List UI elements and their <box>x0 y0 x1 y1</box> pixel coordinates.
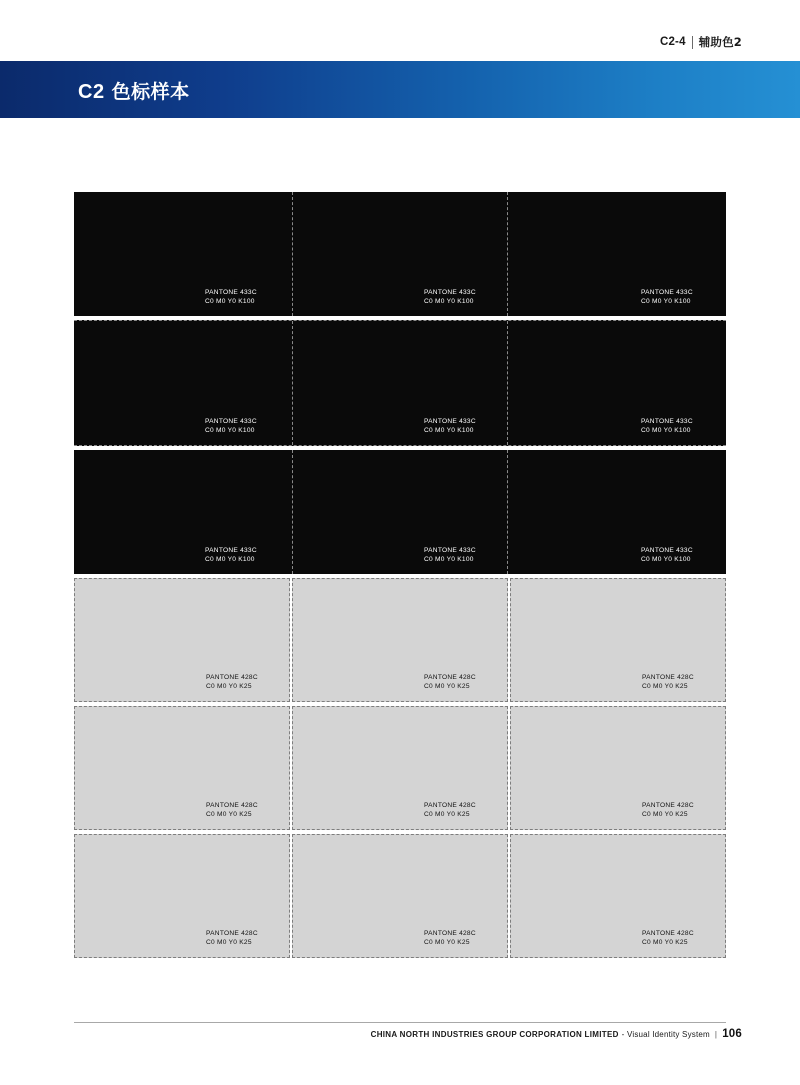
footer-system: - Visual Identity System <box>621 1030 710 1039</box>
swatch-pantone: PANTONE 433C <box>641 289 693 296</box>
swatch-values: C0 M0 Y0 K100 <box>424 556 474 563</box>
footer-page-number: 106 <box>722 1028 742 1040</box>
page-title <box>78 77 190 104</box>
swatch-values: C0 M0 Y0 K100 <box>641 298 691 305</box>
section-tag-divider <box>692 36 693 49</box>
swatch-label <box>424 417 476 435</box>
swatch-label <box>642 929 694 947</box>
swatch-label <box>642 673 694 691</box>
swatch-values: C0 M0 Y0 K25 <box>642 939 688 946</box>
swatch-values: C0 M0 Y0 K25 <box>206 811 252 818</box>
swatch-cell-gray <box>74 834 290 958</box>
swatch-label <box>641 417 693 435</box>
swatch-cell-dark <box>74 450 290 574</box>
swatch-pantone: PANTONE 433C <box>641 547 693 554</box>
swatch-label <box>641 546 693 564</box>
section-tag-label: 辅助色2 <box>698 35 742 49</box>
swatch-label <box>424 929 476 947</box>
swatch-label <box>642 801 694 819</box>
footer-divider <box>74 1022 726 1023</box>
swatch-values: C0 M0 Y0 K25 <box>424 939 470 946</box>
swatch-values: C0 M0 Y0 K25 <box>424 811 470 818</box>
swatch-cell-gray <box>292 706 508 830</box>
swatch-values: C0 M0 Y0 K100 <box>205 556 255 563</box>
swatch-row <box>74 578 726 702</box>
swatch-cell-gray <box>292 834 508 958</box>
swatch-pantone: PANTONE 433C <box>424 547 476 554</box>
swatch-row <box>74 706 726 830</box>
swatch-cell-dark <box>292 450 508 574</box>
swatch-row <box>74 834 726 958</box>
color-swatch-grid <box>74 192 726 958</box>
swatch-values: C0 M0 Y0 K100 <box>424 298 474 305</box>
section-tag-code: C2-4 <box>659 36 686 48</box>
swatch-label <box>424 673 476 691</box>
swatch-pantone: PANTONE 433C <box>205 418 257 425</box>
swatch-cell-dark <box>74 192 290 316</box>
swatch-label <box>206 673 258 691</box>
swatch-cell-gray <box>510 578 726 702</box>
page-footer <box>371 1028 742 1040</box>
swatch-cell-dark <box>510 321 726 445</box>
swatch-values: C0 M0 Y0 K25 <box>206 683 252 690</box>
swatch-label <box>424 801 476 819</box>
page-title-text: 色标样本 <box>111 81 190 103</box>
swatch-label <box>424 288 476 306</box>
swatch-cell-dark <box>510 192 726 316</box>
swatch-values: C0 M0 Y0 K100 <box>424 427 474 434</box>
swatch-pantone: PANTONE 428C <box>206 930 258 937</box>
swatch-cell-dark <box>74 321 290 445</box>
swatch-values: C0 M0 Y0 K100 <box>641 556 691 563</box>
swatch-label <box>641 288 693 306</box>
swatch-values: C0 M0 Y0 K25 <box>424 683 470 690</box>
swatch-label <box>206 801 258 819</box>
swatch-cell-dark <box>510 450 726 574</box>
swatch-values: C0 M0 Y0 K25 <box>206 939 252 946</box>
swatch-label <box>424 546 476 564</box>
swatch-pantone: PANTONE 428C <box>424 802 476 809</box>
swatch-cell-dark <box>292 192 508 316</box>
swatch-row <box>74 320 726 446</box>
swatch-pantone: PANTONE 428C <box>206 802 258 809</box>
swatch-pantone: PANTONE 433C <box>641 418 693 425</box>
swatch-cell-gray <box>510 706 726 830</box>
swatch-pantone: PANTONE 428C <box>642 674 694 681</box>
swatch-pantone: PANTONE 433C <box>424 418 476 425</box>
swatch-cell-gray <box>510 834 726 958</box>
footer-company: CHINA NORTH INDUSTRIES GROUP CORPORATION LIMITED <box>370 1030 619 1039</box>
swatch-values: C0 M0 Y0 K25 <box>642 683 688 690</box>
swatch-row <box>74 192 726 316</box>
swatch-label <box>205 288 257 306</box>
swatch-values: C0 M0 Y0 K100 <box>641 427 691 434</box>
swatch-label <box>205 546 257 564</box>
swatch-label <box>206 929 258 947</box>
swatch-values: C0 M0 Y0 K100 <box>205 427 255 434</box>
swatch-pantone: PANTONE 428C <box>642 802 694 809</box>
swatch-pantone: PANTONE 428C <box>206 674 258 681</box>
swatch-cell-gray <box>292 578 508 702</box>
swatch-pantone: PANTONE 428C <box>424 930 476 937</box>
swatch-pantone: PANTONE 433C <box>205 289 257 296</box>
footer-separator: | <box>714 1030 718 1039</box>
section-tag <box>660 34 742 50</box>
page-title-code: C2 <box>78 81 105 103</box>
swatch-cell-gray <box>74 578 290 702</box>
swatch-label <box>205 417 257 435</box>
swatch-pantone: PANTONE 433C <box>205 547 257 554</box>
swatch-row <box>74 450 726 574</box>
swatch-cell-dark <box>292 321 508 445</box>
swatch-pantone: PANTONE 428C <box>642 930 694 937</box>
page-header-band <box>0 61 800 118</box>
swatch-values: C0 M0 Y0 K25 <box>642 811 688 818</box>
swatch-cell-gray <box>74 706 290 830</box>
swatch-pantone: PANTONE 428C <box>424 674 476 681</box>
swatch-values: C0 M0 Y0 K100 <box>205 298 255 305</box>
swatch-pantone: PANTONE 433C <box>424 289 476 296</box>
